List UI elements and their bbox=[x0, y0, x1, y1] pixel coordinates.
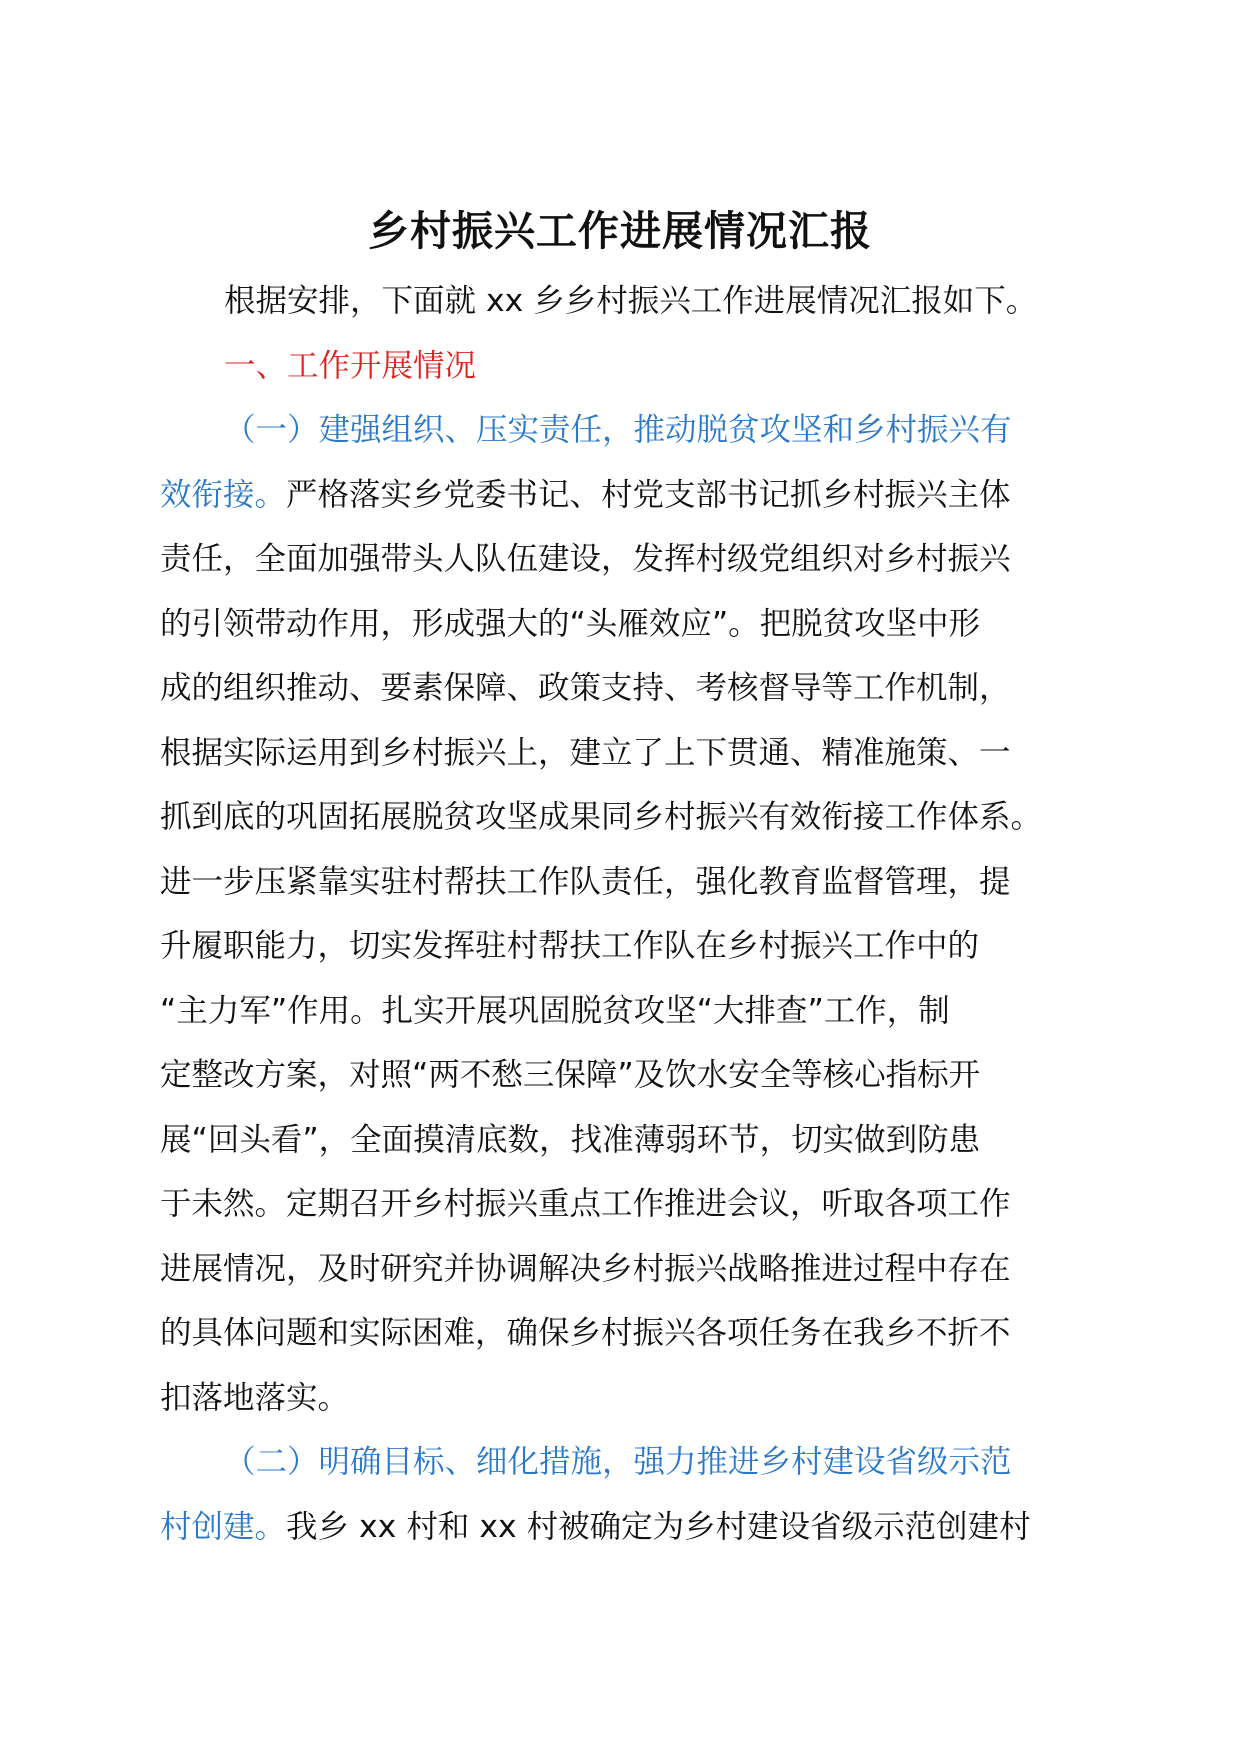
intro-paragraph: 根据安排，下面就 xx 乡乡村振兴工作进展情况汇报如下。 bbox=[224, 283, 1038, 319]
paragraph-line: 展“回头看”，全面摸清底数，找准薄弱环节，切实做到防患 bbox=[160, 1121, 981, 1158]
subsection-1-heading: （一）建强组织、压实责任，推动脱贫攻坚和乡村振兴有 bbox=[224, 412, 1012, 448]
paragraph-line: 升履职能力，切实发挥驻村帮扶工作队在乡村振兴工作中的 bbox=[160, 928, 980, 964]
document-title: 乡村振兴工作进展情况汇报 bbox=[368, 207, 872, 255]
paragraph-line: 的具体问题和实际困难，确保乡村振兴各项任务在我乡不折不 bbox=[160, 1315, 1011, 1351]
section-heading-1: 一、工作开展情况 bbox=[224, 347, 477, 384]
paragraph-line: 成的组织推动、要素保障、政策支持、考核督导等工作机制， bbox=[160, 670, 1011, 706]
paragraph-line: 根据实际运用到乡村振兴上，建立了上下贯通、精准施策、一 bbox=[160, 734, 1011, 771]
paragraph-line: 进一步压紧靠实驻村帮扶工作队责任，强化教育监督管理，提 bbox=[160, 863, 1011, 900]
subsection-1-heading-end: 效衔接。 bbox=[160, 476, 287, 513]
subsection-2-heading-end: 村创建。 bbox=[160, 1508, 287, 1545]
document-body bbox=[160, 269, 1096, 1559]
paragraph-text: 我乡 xx 村和 xx 村被确定为乡村建设省级示范创建村 bbox=[286, 1508, 1031, 1545]
paragraph-line: 责任，全面加强带头人队伍建设，发挥村级党组织对乡村振兴 bbox=[160, 541, 1011, 577]
paragraph-line: 的引领带动作用，形成强大的“头雁效应”。把脱贫攻坚中形 bbox=[160, 605, 981, 642]
paragraph-line: 扣落地落实。 bbox=[160, 1379, 350, 1416]
paragraph-line: 进展情况，及时研究并协调解决乡村振兴战略推进过程中存在 bbox=[160, 1250, 1011, 1287]
paragraph-line: 于未然。定期召开乡村振兴重点工作推进会议，听取各项工作 bbox=[160, 1186, 1011, 1222]
subsection-2-line bbox=[160, 1495, 1096, 1560]
paragraph-line: 抓到底的巩固拓展脱贫攻坚成果同乡村振兴有效衔接工作体系。 bbox=[160, 799, 1043, 835]
subsection-2-heading: （二）明确目标、细化措施，强力推进乡村建设省级示范 bbox=[224, 1444, 1012, 1480]
subsection-1-line bbox=[160, 463, 1096, 528]
paragraph-text: 严格落实乡党委书记、村党支部书记抓乡村振兴主体 bbox=[286, 476, 1011, 513]
paragraph-line: “主力军”作用。扎实开展巩固脱贫攻坚“大排查”工作，制 bbox=[160, 992, 950, 1029]
paragraph-line: 定整改方案，对照“两不愁三保障”及饮水安全等核心指标开 bbox=[160, 1057, 981, 1093]
